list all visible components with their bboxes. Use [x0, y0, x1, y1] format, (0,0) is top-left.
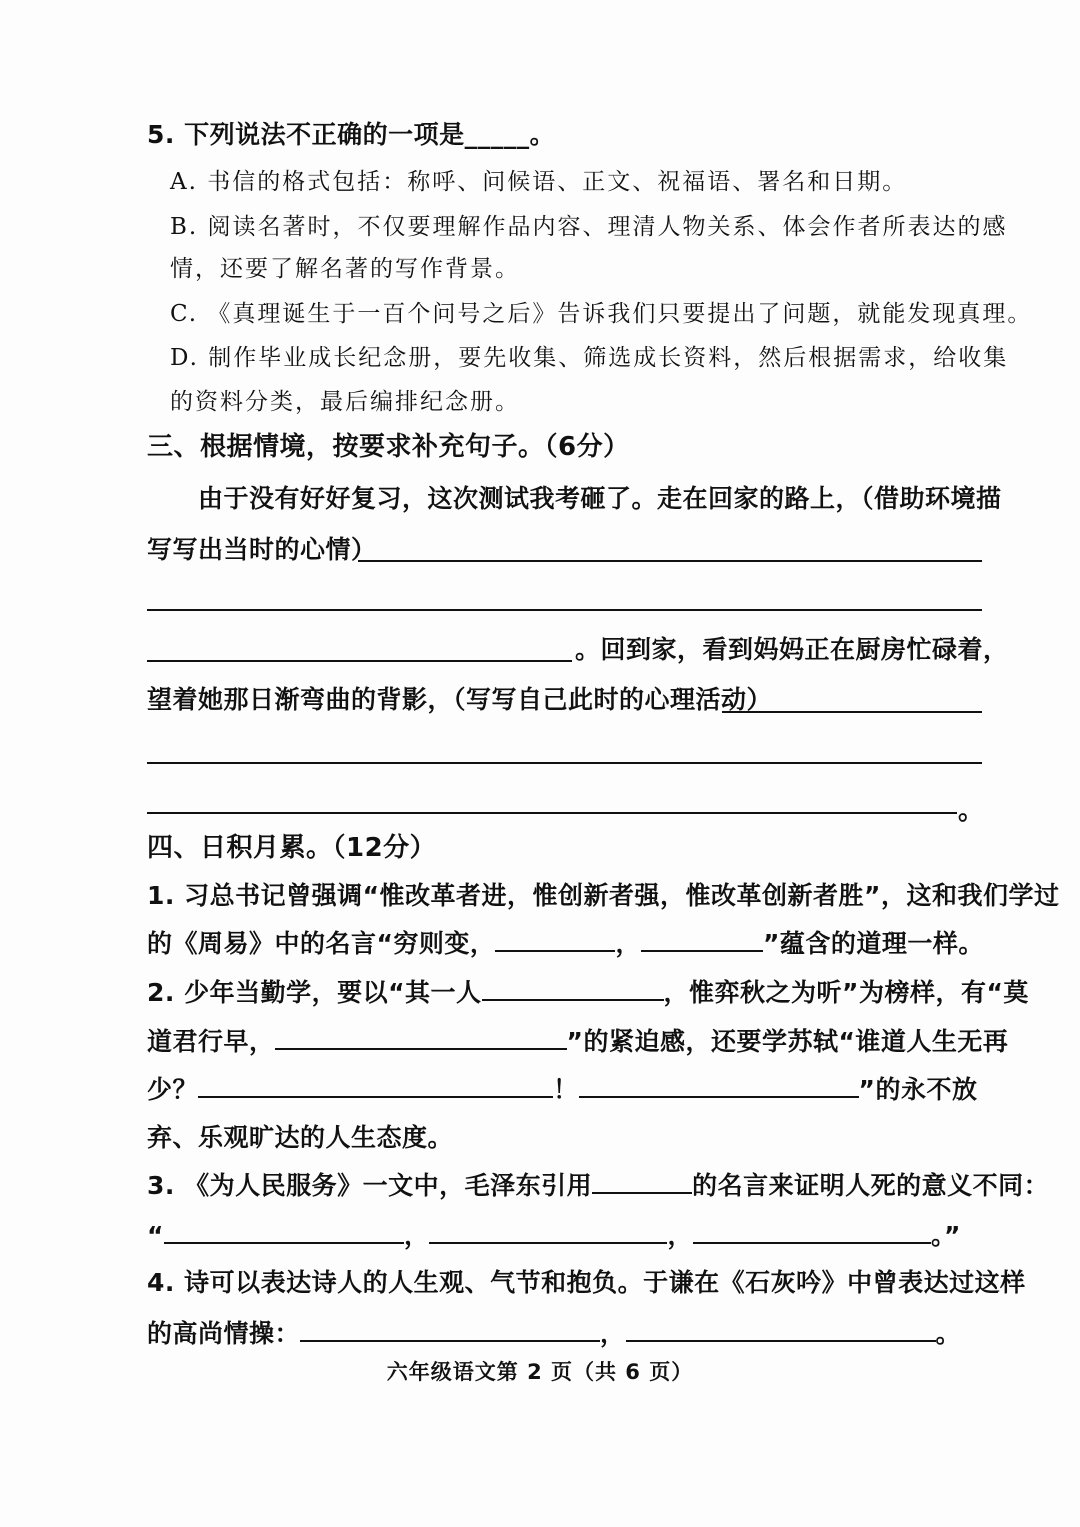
blank[interactable]	[693, 1218, 931, 1244]
section3-line4: 望着她那日渐弯曲的背影，（写写自己此时的心理活动）	[147, 685, 773, 714]
q4-line1: 4. 诗可以表达诗人的人生观、气节和抱负。于谦在《石灰吟》中曾表达过这样	[147, 1268, 1026, 1297]
q5-option-c: C. 《真理诞生于一百个问号之后》告诉我们只要提出了问题，就能发现真理。	[170, 301, 1033, 327]
q2-line4: 弃、乐观旷达的人生态度。	[147, 1123, 454, 1152]
section3-line1: 由于没有好好复习，这次测试我考砸了。走在回家的路上，（借助环境描	[198, 484, 1002, 513]
q3-line2	[147, 1218, 987, 1253]
blank[interactable]	[626, 1316, 936, 1342]
blank[interactable]	[198, 1072, 553, 1098]
q2-text-a: 2. 少年当勤学，要以“其一人	[147, 978, 482, 1007]
answer-line[interactable]	[358, 560, 982, 562]
q2-text-b: ，惟弈秋之为听”为榜样，有“莫	[663, 978, 1029, 1007]
q4-text-a: 的高尚情操：	[147, 1319, 301, 1348]
q3-text-a: 3. 《为人民服务》一文中，毛泽东引用	[147, 1171, 593, 1200]
q4-end: 。	[935, 1319, 962, 1348]
q5-option-b-line1: B. 阅读名著时，不仅要理解作品内容、理清人物关系、体会作者所表达的感	[170, 214, 1008, 240]
section3-line3: 。回到家，看到妈妈正在厨房忙碌着，	[575, 635, 1009, 664]
q2-text-d: ”的紧迫感，还要学苏轼“谁道人生无再	[566, 1027, 1009, 1056]
q1-separator: ，	[615, 929, 641, 958]
q3-comma-1: ，	[403, 1221, 430, 1250]
q3-close-quote: 。”	[930, 1221, 961, 1250]
q5-option-b-line2: 情，还要了解名著的写作背景。	[170, 256, 520, 282]
answer-line[interactable]	[147, 762, 982, 764]
blank[interactable]	[164, 1218, 404, 1244]
q1-text-a: 的《周易》中的名言“穷则变，	[147, 929, 496, 958]
q3-open-quote: “	[147, 1221, 164, 1250]
q5-stem: 5. 下列说法不正确的一项是_____。	[147, 120, 556, 149]
section4-title: 四、日积月累。（12分）	[147, 833, 437, 863]
q2-line1	[147, 975, 1029, 1010]
q2-text-g: ”的永不放	[858, 1075, 978, 1104]
q4-line2	[147, 1316, 987, 1351]
page-footer: 六年级语文第 2 页（共 6 页）	[386, 1360, 694, 1384]
blank[interactable]	[592, 1168, 692, 1194]
end-period: 。	[958, 796, 985, 826]
section3-title: 三、根据情境，按要求补充句子。（6分）	[147, 432, 630, 462]
blank[interactable]	[641, 926, 763, 952]
blank[interactable]	[495, 926, 615, 952]
blank[interactable]	[482, 975, 664, 1001]
q1-line1: 1. 习总书记曾强调“惟改革者进，惟创新者强，惟改革创新者胜”，这和我们学过	[147, 881, 1060, 910]
q3-comma-2: ，	[667, 1221, 693, 1250]
q1-text-b: ”蕴含的道理一样。	[762, 929, 984, 958]
q2-line3	[147, 1072, 987, 1107]
blank[interactable]	[300, 1316, 600, 1342]
blank[interactable]	[579, 1072, 859, 1098]
q4-comma: ，	[600, 1319, 626, 1348]
q5-option-d-line1: D. 制作毕业成长纪念册，要先收集、筛选成长资料，然后根据需求，给收集	[170, 345, 1009, 371]
blank[interactable]	[275, 1024, 567, 1050]
q2-text-f: ！	[553, 1075, 579, 1104]
q2-text-c: 道君行早，	[147, 1027, 275, 1056]
blank[interactable]	[429, 1218, 667, 1244]
answer-line[interactable]	[147, 812, 957, 814]
q5-option-d-line2: 的资料分类，最后编排纪念册。	[170, 389, 520, 415]
answer-line[interactable]	[147, 609, 982, 611]
q1-line2	[147, 926, 987, 961]
q2-line2	[147, 1024, 1009, 1059]
q3-line1	[147, 1168, 1050, 1203]
answer-line[interactable]	[147, 660, 572, 662]
answer-line[interactable]	[722, 711, 982, 713]
section3-line2: 写写出当时的心情）	[147, 535, 377, 564]
q2-text-e: 少？	[147, 1075, 199, 1104]
q3-text-b: 的名言来证明人死的意义不同：	[692, 1171, 1050, 1200]
q5-option-a: A. 书信的格式包括：称呼、问候语、正文、祝福语、署名和日期。	[170, 169, 908, 195]
